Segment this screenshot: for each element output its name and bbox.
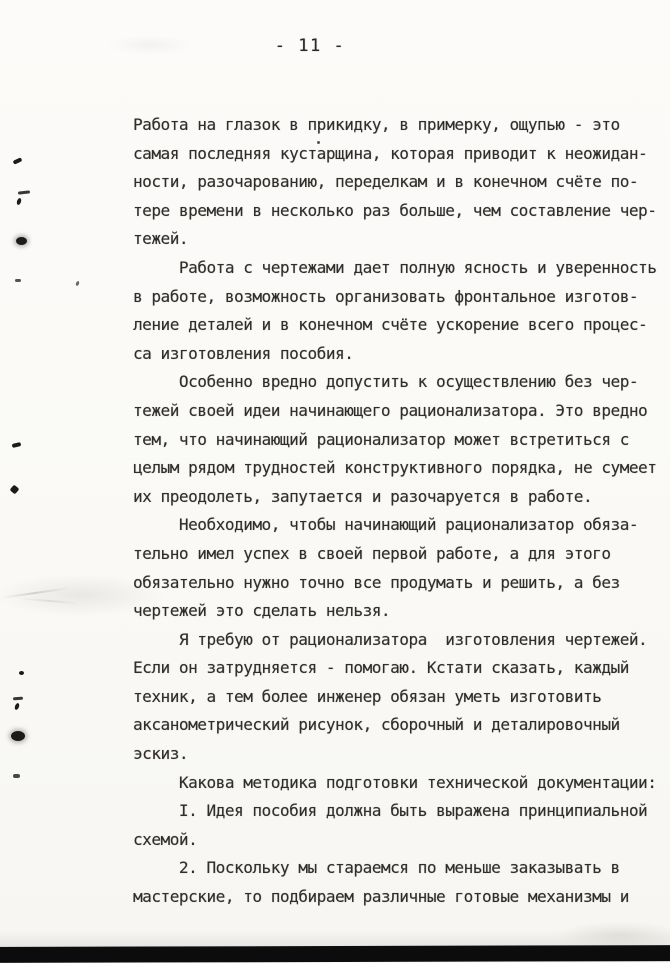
ink-speck bbox=[11, 731, 25, 741]
ink-speck bbox=[16, 198, 22, 206]
text-line: в работе, возможность организовать фронтальное изготов- bbox=[133, 286, 639, 306]
ink-speck bbox=[13, 774, 20, 778]
text-line: ление деталей и в конечном счёте ускорение всего процес- bbox=[133, 315, 648, 335]
scan-scratch bbox=[0, 587, 70, 599]
text-line: Я требую от рационализатора изготовления чертежей. bbox=[133, 629, 648, 649]
page-number: - 11 - bbox=[274, 36, 346, 56]
text-line: техник, а тем более инженер обязан уметь изготовить bbox=[133, 686, 602, 706]
text-line: схемой. bbox=[133, 829, 198, 849]
text-line: целым рядом трудностей конструктивного порядка, не сумеет bbox=[133, 458, 657, 478]
ink-speck bbox=[12, 442, 22, 448]
text-line: эскиз. bbox=[133, 744, 189, 764]
text-line: обязательно нужно точно все продумать и решить, а без bbox=[133, 572, 620, 592]
text-line: чертежей это сделать нельзя. bbox=[133, 601, 391, 621]
text-line: са изготовления пособия. bbox=[133, 343, 354, 363]
text-line: 2. Поскольку мы стараемся по меньше заказывать в bbox=[133, 858, 620, 878]
text-line: их преодолеть, запутается и разочаруется в работе. bbox=[133, 486, 593, 506]
ink-speck bbox=[19, 671, 24, 675]
text-line: I. Идея пособия должна быть выражена принципиальной bbox=[133, 801, 648, 821]
ink-speck bbox=[10, 485, 20, 495]
ink-speck bbox=[18, 190, 30, 194]
text-line: Если он затрудняется - помогаю. Кстати сказать, каждый bbox=[133, 658, 629, 678]
text-line: ности, разочарованию, переделкам и в конечном счёте по- bbox=[133, 172, 639, 192]
text-line: аксанометрический рисунок, сборочный и деталировочный bbox=[133, 715, 620, 735]
text-line: Какова методика подготовки технической документации: bbox=[133, 772, 657, 792]
scan-scratch bbox=[20, 597, 80, 604]
ink-speck bbox=[317, 141, 320, 144]
text-line: Работа на глазок в прикидку, в примерку, ощупью - это bbox=[133, 115, 620, 134]
ink-speck bbox=[15, 279, 21, 282]
text-line: тем, что начинающий рационализатор может встретиться с bbox=[133, 429, 629, 449]
text-line: мастерские, то подбираем различные готовые механизмы и bbox=[133, 887, 629, 907]
ink-speck bbox=[13, 697, 23, 701]
ink-speck bbox=[75, 281, 80, 287]
text-line: тежей. bbox=[133, 229, 189, 249]
text-line: Работа с чертежами дает полную ясность и уверенность bbox=[133, 257, 657, 277]
ink-speck bbox=[14, 703, 20, 711]
ink-speck bbox=[16, 237, 27, 245]
text-line: самая последняя кустарщина, которая приводит к неожидан- bbox=[133, 143, 648, 163]
scan-edge-bar bbox=[0, 945, 670, 963]
text-line: тежей своей идеи начинающего рационализатора. Это вредно bbox=[133, 400, 648, 420]
text-line: Необходимо, чтобы начинающий рационализатор обяза- bbox=[133, 515, 639, 535]
text-line: тельно имел успех в своей первой работе, а для этого bbox=[133, 543, 611, 563]
document-text bbox=[133, 111, 670, 912]
ink-speck bbox=[13, 157, 23, 164]
scan-smudge bbox=[0, 930, 670, 946]
text-line: Особенно вредно допустить к осуществлению без чер- bbox=[133, 372, 639, 392]
text-line: тере времени в несколько раз больше, чем составление чер- bbox=[133, 200, 657, 220]
